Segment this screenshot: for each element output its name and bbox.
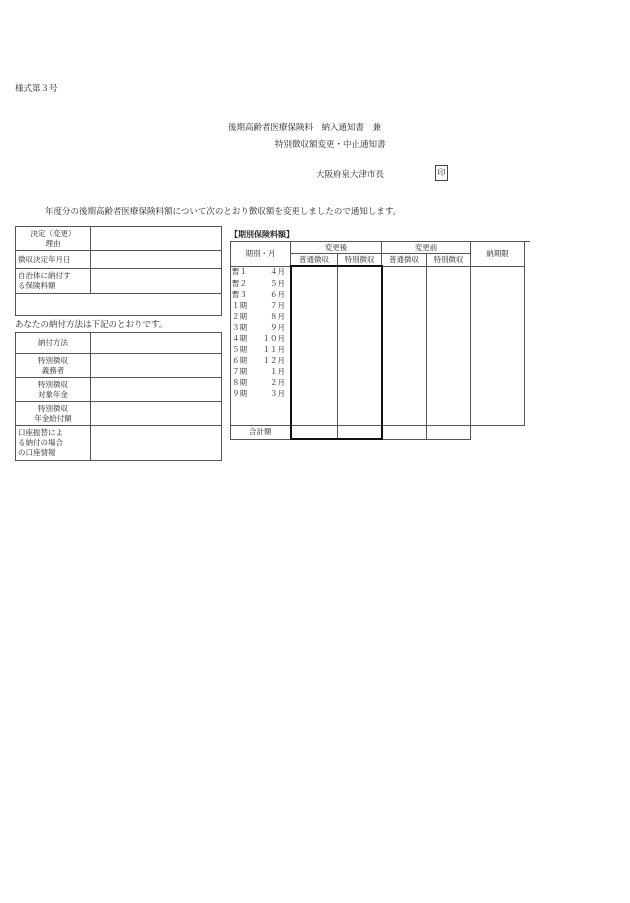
table-row bbox=[231, 377, 525, 388]
due-date-cell bbox=[471, 355, 525, 366]
table-row bbox=[231, 278, 525, 289]
total-after-special bbox=[338, 425, 382, 439]
total-after-normal bbox=[291, 425, 338, 439]
decision-reason-label: 決定（変更） 理由 bbox=[16, 227, 91, 251]
before-special-cell bbox=[427, 266, 471, 278]
period-month: ７月 bbox=[270, 300, 285, 310]
period-cell bbox=[231, 344, 291, 355]
before-special-cell bbox=[427, 322, 471, 333]
period-month: ３月 bbox=[270, 388, 285, 398]
period-cell bbox=[231, 266, 291, 278]
before-normal-cell bbox=[382, 278, 427, 289]
decision-blank-row bbox=[16, 294, 222, 316]
period-month: ５月 bbox=[270, 278, 285, 288]
col-period-header: 期別・月 bbox=[231, 242, 291, 267]
due-date-cell bbox=[471, 344, 525, 355]
before-special-cell bbox=[427, 311, 471, 322]
payment-method-value bbox=[91, 333, 222, 354]
after-special-cell bbox=[338, 311, 382, 322]
period-cell bbox=[231, 366, 291, 377]
before-normal-cell bbox=[382, 300, 427, 311]
pension-amount-label: 特別徴収 年金給付額 bbox=[16, 402, 91, 426]
table-row bbox=[231, 311, 525, 322]
period-cell bbox=[231, 388, 291, 399]
total-before-special bbox=[427, 425, 471, 439]
after-normal-cell bbox=[291, 322, 338, 333]
after-normal-cell bbox=[291, 388, 338, 399]
due-date-cell bbox=[471, 377, 525, 388]
before-normal-cell bbox=[382, 333, 427, 344]
spacer-after-normal bbox=[291, 399, 338, 425]
withholder-value bbox=[91, 354, 222, 378]
due-date-cell bbox=[471, 278, 525, 289]
table-row bbox=[231, 388, 525, 399]
total-label: 合計額 bbox=[231, 425, 291, 439]
period-month: ８月 bbox=[270, 311, 285, 321]
after-special-cell bbox=[338, 377, 382, 388]
period-label: ５期 bbox=[232, 344, 247, 354]
before-normal-cell bbox=[382, 366, 427, 377]
payment-method-label: 納付方法 bbox=[16, 333, 91, 354]
period-cell bbox=[231, 311, 291, 322]
before-special-cell bbox=[427, 344, 471, 355]
after-special-cell bbox=[338, 300, 382, 311]
before-special-cell bbox=[427, 333, 471, 344]
after-normal-header: 普通徴収 bbox=[291, 254, 338, 267]
period-month: ６月 bbox=[270, 289, 285, 299]
period-label: 暫３ bbox=[232, 289, 247, 299]
after-normal-cell bbox=[291, 278, 338, 289]
after-special-cell bbox=[338, 388, 382, 399]
pension-amount-value bbox=[91, 402, 222, 426]
table-row bbox=[231, 355, 525, 366]
due-date-cell bbox=[471, 333, 525, 344]
table-row bbox=[231, 266, 525, 278]
period-month: １１月 bbox=[262, 344, 285, 354]
due-date-cell bbox=[471, 311, 525, 322]
after-normal-cell bbox=[291, 300, 338, 311]
before-normal-cell bbox=[382, 266, 427, 278]
table-row bbox=[231, 300, 525, 311]
before-normal-cell bbox=[382, 377, 427, 388]
empty-cell bbox=[471, 425, 525, 439]
after-normal-cell bbox=[291, 377, 338, 388]
before-special-header: 特別徴収 bbox=[427, 254, 471, 267]
before-normal-header: 普通徴収 bbox=[382, 254, 427, 267]
seal-stamp-icon: 印 bbox=[435, 165, 448, 181]
period-month: ２月 bbox=[270, 377, 285, 387]
period-label: ６期 bbox=[232, 355, 247, 365]
group-after-header: 変更後 bbox=[291, 242, 382, 254]
total-before-normal bbox=[382, 425, 427, 439]
municipality-amount-label: 自治体に納付す る保険料額 bbox=[16, 269, 91, 294]
period-table bbox=[230, 241, 525, 440]
bank-account-label: 口座振替によ る納付の場合 の口座情報 bbox=[16, 426, 91, 461]
table-row bbox=[231, 289, 525, 300]
before-normal-cell bbox=[382, 388, 427, 399]
after-normal-cell bbox=[291, 344, 338, 355]
period-label: ８期 bbox=[232, 377, 247, 387]
decision-date-label: 徴収決定年月日 bbox=[16, 251, 91, 269]
municipality-amount-value bbox=[91, 269, 222, 294]
period-month: ９月 bbox=[270, 322, 285, 332]
after-normal-cell bbox=[291, 355, 338, 366]
before-normal-cell bbox=[382, 344, 427, 355]
period-month: １月 bbox=[270, 366, 285, 376]
period-label: ２期 bbox=[232, 311, 247, 321]
bank-account-value bbox=[91, 426, 222, 461]
before-special-cell bbox=[427, 278, 471, 289]
after-special-cell bbox=[338, 266, 382, 278]
intro-text: 年度分の後期高齢者医療保険料額について次のとおり徴収額を変更しましたので通知します。 bbox=[45, 207, 402, 217]
target-pension-value bbox=[91, 378, 222, 402]
period-month: １２月 bbox=[262, 355, 285, 365]
before-normal-cell bbox=[382, 289, 427, 300]
due-date-cell bbox=[471, 366, 525, 377]
col-due-header: 納期限 bbox=[471, 242, 525, 267]
table-row bbox=[231, 333, 525, 344]
target-pension-label: 特別徴収 対象年金 bbox=[16, 378, 91, 402]
spacer-due bbox=[471, 399, 525, 425]
after-special-cell bbox=[338, 289, 382, 300]
decision-table bbox=[15, 226, 222, 316]
period-month: ４月 bbox=[270, 267, 285, 277]
after-normal-cell bbox=[291, 289, 338, 300]
after-special-cell bbox=[338, 322, 382, 333]
payment-note: あなたの納付方法は下記のとおりです。 bbox=[15, 320, 168, 330]
document-title-line1: 後期高齢者医療保険料 納入通知書 兼 bbox=[228, 123, 382, 133]
due-date-cell bbox=[471, 388, 525, 399]
before-special-cell bbox=[427, 289, 471, 300]
after-special-cell bbox=[338, 278, 382, 289]
withholder-label: 特別徴収 義務者 bbox=[16, 354, 91, 378]
table-row bbox=[231, 322, 525, 333]
period-cell bbox=[231, 322, 291, 333]
period-table-title: 【期別保険料額】 bbox=[230, 229, 294, 239]
due-date-cell bbox=[471, 289, 525, 300]
payment-table bbox=[15, 332, 222, 461]
after-normal-cell bbox=[291, 333, 338, 344]
decision-reason-value bbox=[91, 227, 222, 251]
after-special-header: 特別徴収 bbox=[338, 254, 382, 267]
decision-date-value bbox=[91, 251, 222, 269]
due-date-cell bbox=[471, 266, 525, 278]
due-date-cell bbox=[471, 322, 525, 333]
before-special-cell bbox=[427, 366, 471, 377]
period-cell bbox=[231, 289, 291, 300]
table-row bbox=[231, 344, 525, 355]
spacer-cell bbox=[231, 399, 291, 425]
after-special-cell bbox=[338, 333, 382, 344]
period-month: １０月 bbox=[262, 333, 285, 343]
period-label: ３期 bbox=[232, 322, 247, 332]
period-cell bbox=[231, 300, 291, 311]
period-label: ７期 bbox=[232, 366, 247, 376]
period-cell bbox=[231, 355, 291, 366]
spacer-before-special bbox=[427, 399, 471, 425]
period-cell bbox=[231, 377, 291, 388]
document-title-line2: 特別徴収額変更・中止通知書 bbox=[275, 140, 386, 150]
spacer-after-special bbox=[338, 399, 382, 425]
spacer-before-normal bbox=[382, 399, 427, 425]
due-date-cell bbox=[471, 300, 525, 311]
table-row bbox=[231, 366, 525, 377]
issuer-name: 大阪府泉大津市長 bbox=[316, 170, 385, 180]
after-normal-cell bbox=[291, 311, 338, 322]
before-normal-cell bbox=[382, 311, 427, 322]
before-special-cell bbox=[427, 377, 471, 388]
period-label: １期 bbox=[232, 300, 247, 310]
period-label: 暫１ bbox=[232, 267, 247, 277]
after-normal-cell bbox=[291, 366, 338, 377]
period-label: 暫２ bbox=[232, 278, 247, 288]
after-special-cell bbox=[338, 344, 382, 355]
after-special-cell bbox=[338, 366, 382, 377]
before-special-cell bbox=[427, 355, 471, 366]
before-special-cell bbox=[427, 388, 471, 399]
period-cell bbox=[231, 278, 291, 289]
group-before-header: 変更前 bbox=[382, 242, 471, 254]
period-cell bbox=[231, 333, 291, 344]
after-normal-cell bbox=[291, 266, 338, 278]
before-normal-cell bbox=[382, 355, 427, 366]
before-normal-cell bbox=[382, 322, 427, 333]
after-special-cell bbox=[338, 355, 382, 366]
before-special-cell bbox=[427, 300, 471, 311]
form-number: 様式第３号 bbox=[15, 84, 58, 94]
period-label: ４期 bbox=[232, 333, 247, 343]
period-label: ９期 bbox=[232, 388, 247, 398]
